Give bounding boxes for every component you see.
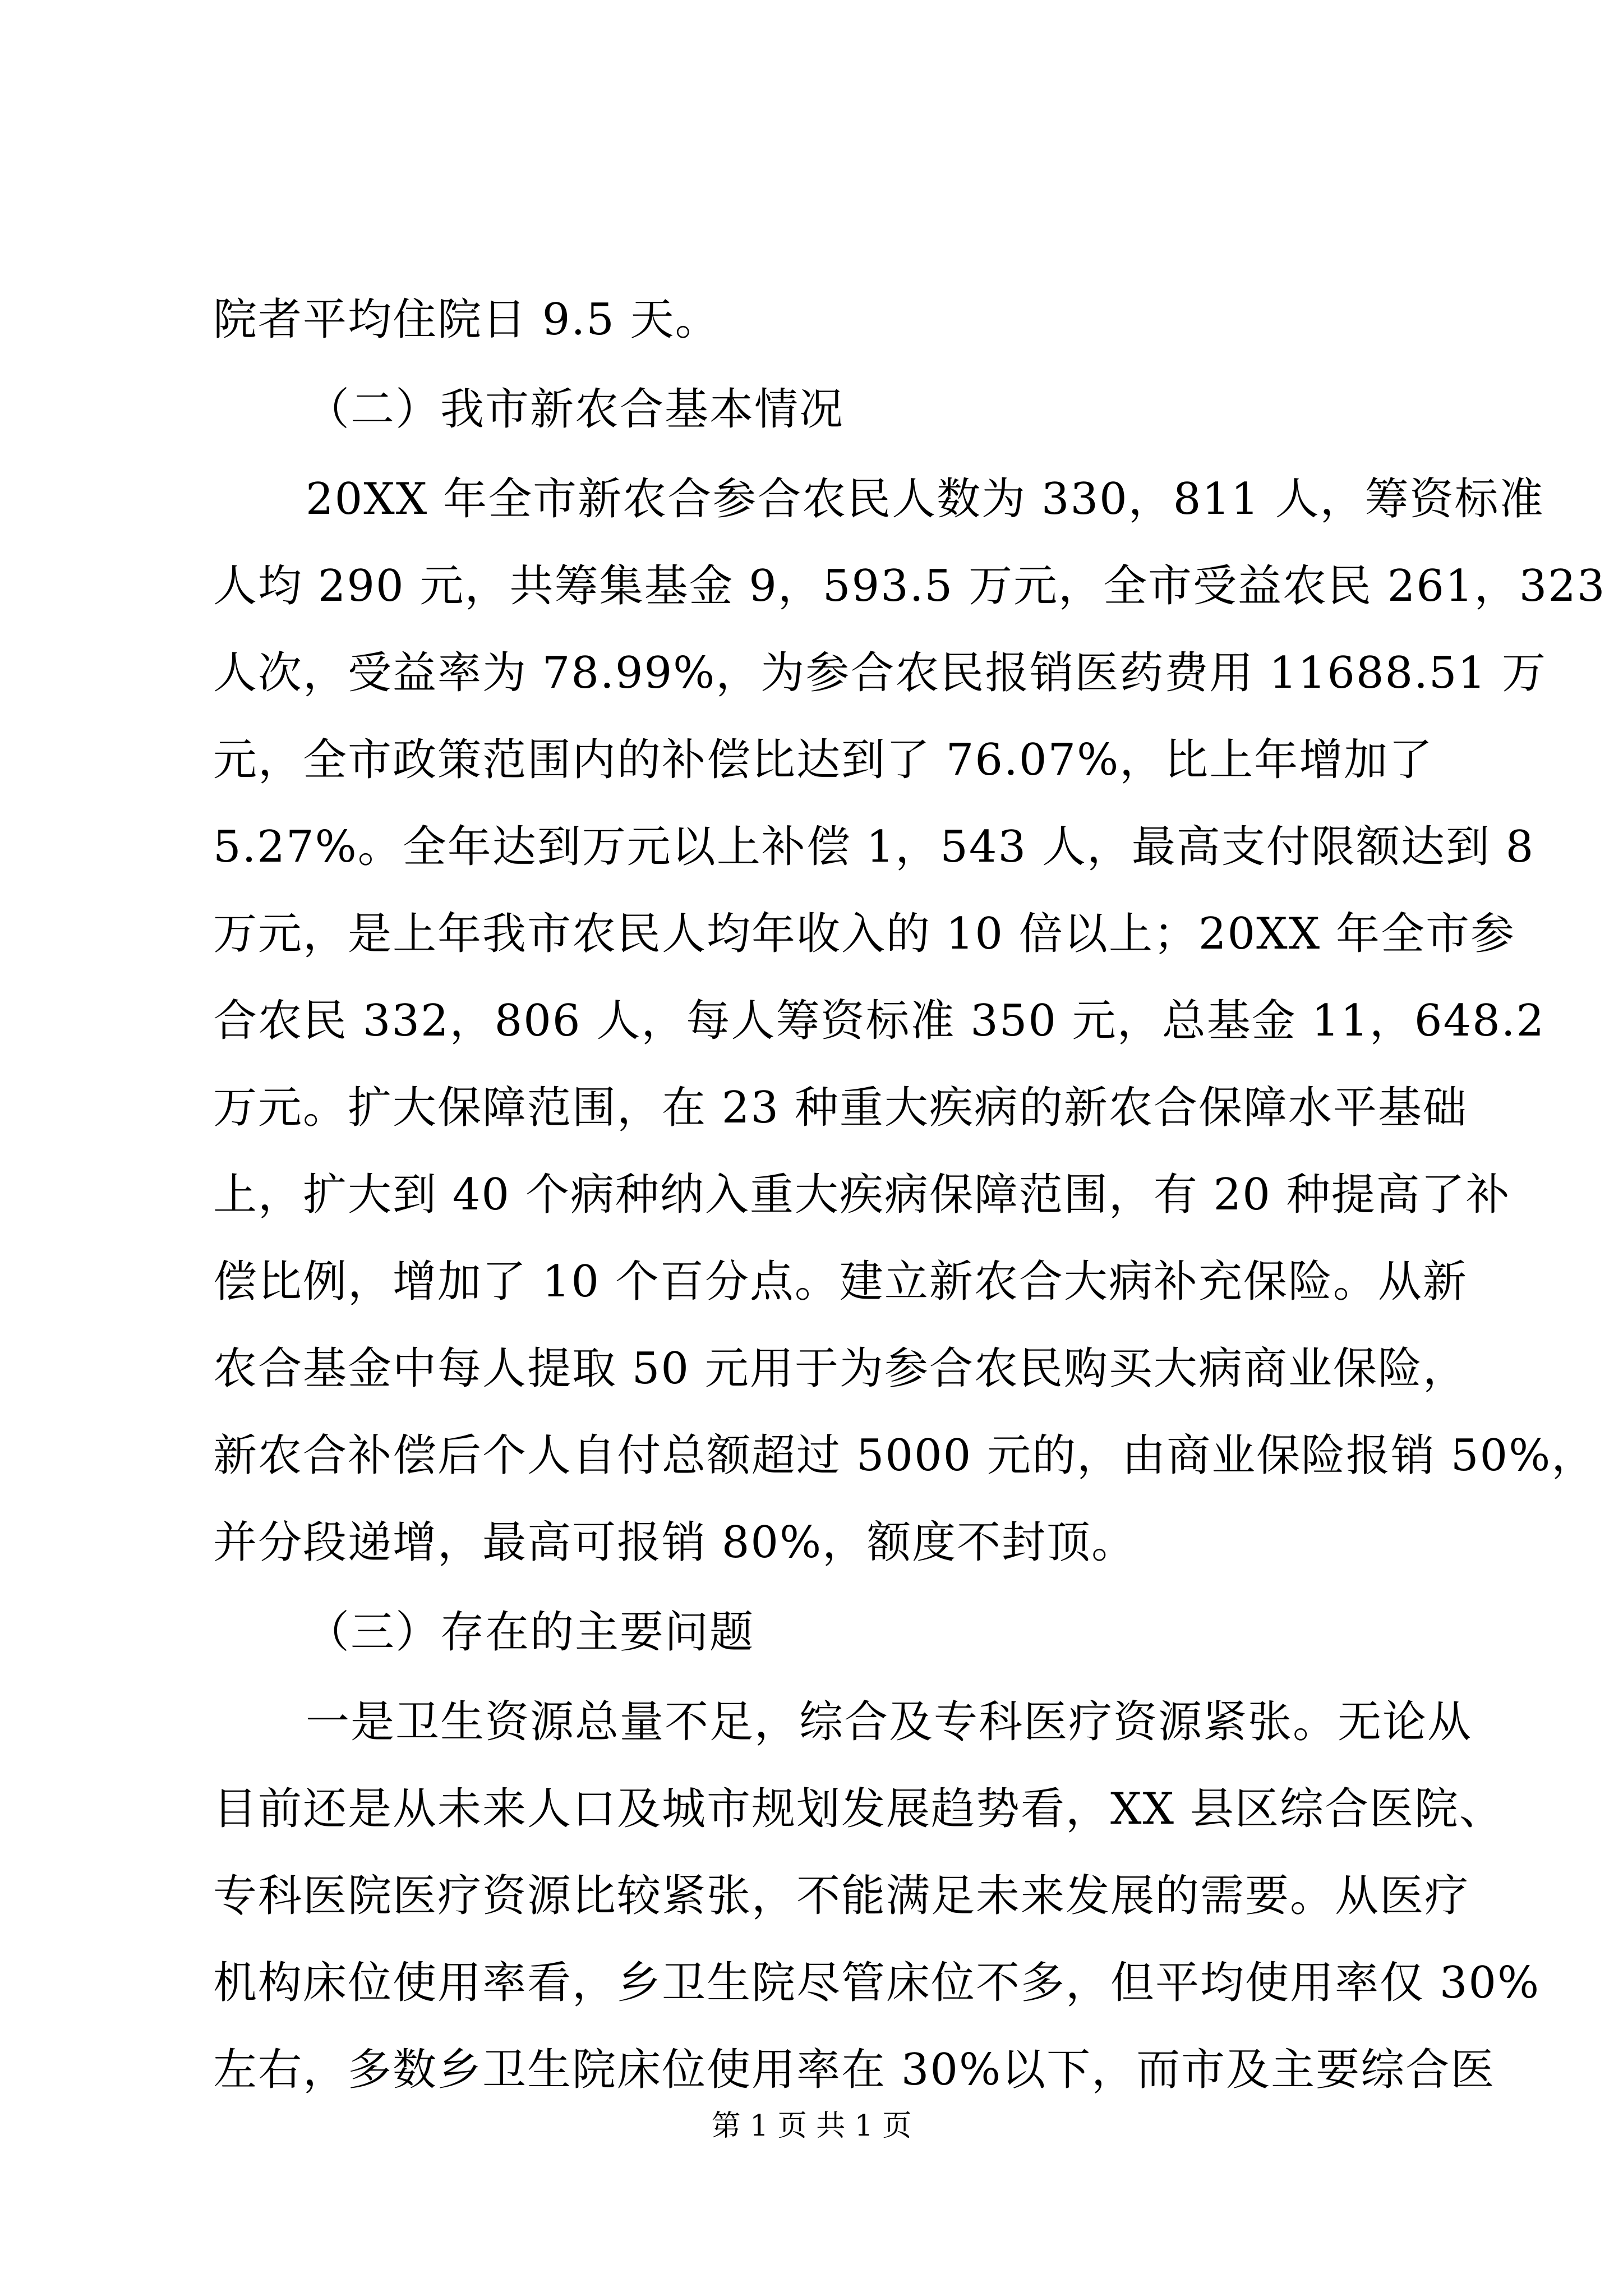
- text-line: 20XX 年全市新农合参合农民人数为 330，811 人，筹资标准: [306, 474, 1544, 524]
- text-line: 万元，是上年我市农民人均年收入的 10 倍以上；20XX 年全市参: [213, 909, 1515, 959]
- text-line: 万元。扩大保障范围，在 23 种重大疾病的新农合保障水平基础: [213, 1083, 1468, 1133]
- text-line: 左右，多数乡卫生院床位使用率在 30%以下，而市及主要综合医: [213, 2045, 1496, 2095]
- text-line: 合农民 332，806 人，每人筹资标准 350 元，总基金 11，648.2: [213, 996, 1546, 1046]
- text-line: 人次，受益率为 78.99%，为参合农民报销医药费用 11688.51 万: [213, 648, 1547, 698]
- text-line: 元，全市政策范围内的补偿比达到了 76.07%，比上年增加了: [213, 735, 1434, 785]
- section-heading: （三）存在的主要问题: [306, 1607, 755, 1658]
- text-line: 农合基金中每人提取 50 元用于为参合农民购买大病商业保险，: [213, 1343, 1468, 1394]
- text-line: 并分段递增，最高可报销 80%，额度不封顶。: [213, 1517, 1137, 1568]
- page-footer: 第 1 页 共 1 页: [711, 2109, 912, 2143]
- text-line: 新农合补偿后个人自付总额超过 5000 元的，由商业保险报销 50%，: [213, 1430, 1597, 1481]
- text-line: 机构床位使用率看，乡卫生院尽管床位不多，但平均使用率仅 30%: [213, 1958, 1541, 2008]
- text-line: 偿比例，增加了 10 个百分点。建立新农合大病补充保险。从新: [213, 1257, 1468, 1307]
- text-line: 5.27%。全年达到万元以上补偿 1，543 人，最高支付限额达到 8: [213, 822, 1535, 872]
- text-line: 目前还是从未来人口及城市规划发展趋势看，XX 县区综合医院、: [213, 1784, 1504, 1834]
- section-heading: （二）我市新农合基本情况: [306, 384, 845, 435]
- text-line: 一是卫生资源总量不足，综合及专科医疗资源紧张。无论从: [306, 1697, 1473, 1747]
- text-line: 院者平均住院日 9.5 天。: [213, 295, 720, 345]
- text-line: 上，扩大到 40 个病种纳入重大疾病保障范围，有 20 种提高了补: [213, 1170, 1511, 1220]
- text-line: 专科医院医疗资源比较紧张，不能满足未来发展的需要。从医疗: [213, 1871, 1470, 1921]
- text-line: 人均 290 元，共筹集基金 9，593.5 万元，全市受益农民 261，323: [213, 561, 1606, 611]
